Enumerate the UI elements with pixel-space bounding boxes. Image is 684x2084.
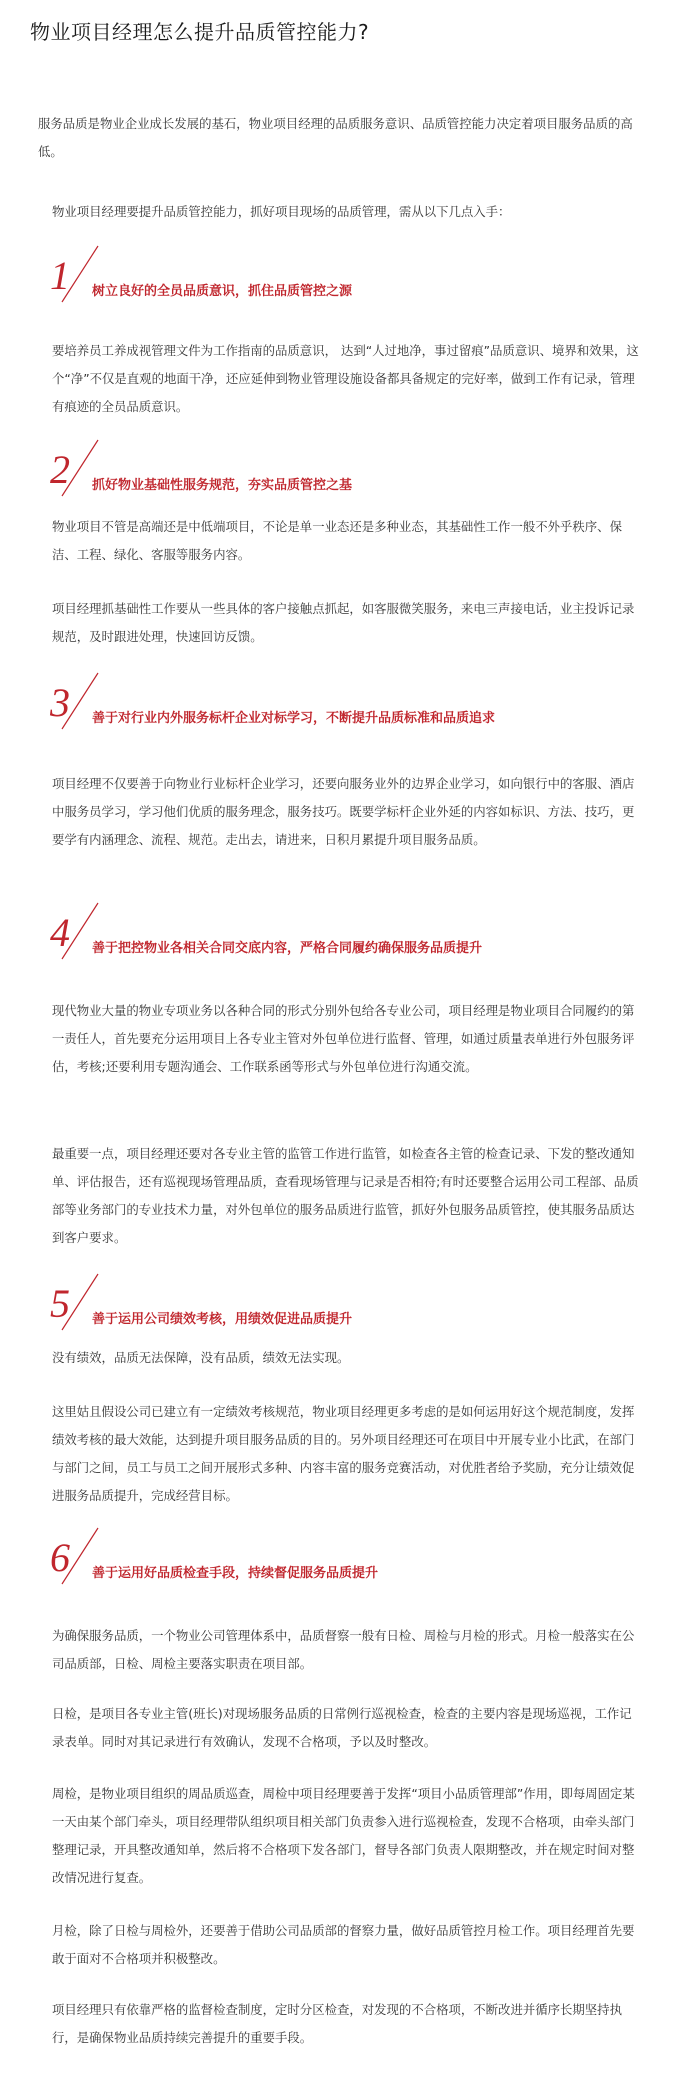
section-heading-2 xyxy=(50,447,652,506)
section-heading-text: 善于运用好品质检查手段，持续督促服务品质提升 xyxy=(92,1566,379,1581)
section-6-paragraph-5: 项目经理只有依靠严格的监督检查制度，定时分区检查，对发现的不合格项，不断改进并循序长期坚持执行，是确保物业品质持续完善提升的重要手段。 xyxy=(52,2002,622,2045)
article-title: 物业项目经理怎么提升品质管控能力? xyxy=(30,20,370,44)
section-heading-text: 抓好物业基础性服务规范，夯实品质管控之基 xyxy=(92,478,353,493)
section-number: 4 xyxy=(50,910,70,955)
section-5-paragraph-2: 这里姑且假设公司已建立有一定绩效考核规范，物业项目经理更多考虑的是如何运用好这个规范制度，发挥绩效考核的最大效能，达到提升项目服务品质的目的。另外项目经理还可在项目中开展专业小比武，在部门与部门之间，员工与员工之间开展形式多种、内容丰富的服务竞赛活动，对优胜者给予奖励，充分让绩效促进服务品质提升，完成经营目标。 xyxy=(52,1404,635,1503)
section-number: 3 xyxy=(50,680,70,725)
section-3-paragraph-1: 项目经理不仅要善于向物业行业标杆企业学习，还要向服务业外的边界企业学习，如向银行中的客服、酒店中服务员学习，学习他们优质的服务理念，服务技巧。既要学标杆企业外延的内容如标识、方法、技巧，更要学有内涵理念、流程、规范。走出去，请进来，日积月累提升项目服务品质。 xyxy=(52,776,635,847)
section-heading-5 xyxy=(50,1281,652,1340)
section-5-paragraph-1: 没有绩效，品质无法保障，没有品质，绩效无法实现。 xyxy=(52,1350,350,1365)
section-heading-1 xyxy=(50,253,652,312)
section-6-paragraph-2: 日检，是项目各专业主管(班长)对现场服务品质的日常例行巡视检查，检查的主要内容是现场巡视，工作记录表单。同时对其记录进行有效确认，发现不合格项，予以及时整改。 xyxy=(52,1706,632,1749)
section-heading-text: 善于运用公司绩效考核，用绩效促进品质提升 xyxy=(92,1312,353,1327)
section-2-paragraph-2: 项目经理抓基础性工作要从一些具体的客户接触点抓起，如客服微笑服务，来电三声接电话，业主投诉记录规范，及时跟进处理，快速回访反馈。 xyxy=(52,601,635,644)
section-number: 2 xyxy=(50,447,70,492)
section-heading-text: 善于对行业内外服务标杆企业对标学习，不断提升品质标准和品质追求 xyxy=(92,711,496,726)
section-number: 6 xyxy=(50,1535,70,1580)
section-6-paragraph-1: 为确保服务品质，一个物业公司管理体系中，品质督察一般有日检、周检与月检的形式。月检一般落实在公司品质部，日检、周检主要落实职责在项目部。 xyxy=(52,1628,635,1671)
section-4-paragraph-2: 最重要一点，项目经理还要对各专业主管的监管工作进行监管，如检查各主管的检查记录、下发的整改通知单、评估报告，还有巡视现场管理品质，查看现场管理与记录是否相符;有时还要整合运用公司工程部、品质部等业务部门的专业技术力量，对外包单位的服务品质进行监管，抓好外包服务品质管控，使其服务品质达到客户要求。 xyxy=(52,1146,639,1245)
intro-paragraph-1: 服务品质是物业企业成长发展的基石，物业项目经理的品质服务意识、品质管控能力决定着项目服务品质的高低。 xyxy=(38,116,633,159)
section-heading-3 xyxy=(50,680,652,739)
section-heading-text: 善于把控物业各相关合同交底内容，严格合同履约确保服务品质提升 xyxy=(92,941,483,956)
section-heading-text: 树立良好的全员品质意识，抓住品质管控之源 xyxy=(92,284,353,299)
section-4-paragraph-1: 现代物业大量的物业专项业务以各种合同的形式分别外包给各专业公司，项目经理是物业项目合同履约的第一责任人，首先要充分运用项目上各专业主管对外包单位进行监督、管理，如通过质量表单进行外包服务评估，考核;还要利用专题沟通会、工作联系函等形式与外包单位进行沟通交流。 xyxy=(52,1003,635,1074)
section-2-paragraph-1: 物业项目不管是高端还是中低端项目，不论是单一业态还是多种业态，其基础性工作一般不外乎秩序、保洁、工程、绿化、客服等服务内容。 xyxy=(52,519,622,562)
section-heading-6 xyxy=(50,1535,652,1594)
section-heading-4 xyxy=(50,910,652,969)
section-number: 1 xyxy=(50,253,70,298)
section-6-paragraph-3: 周检，是物业项目组织的周品质巡查，周检中项目经理要善于发挥“项目小品质管理部”作用，即每周固定某一天由某个部门牵头，项目经理带队组织项目相关部门负责参入进行巡视检查，发现不合格项，由牵头部门整理记录，开具整改通知单，然后将不合格项下发各部门，督导各部门负责人限期整改，并在规定时间对整改情况进行复查。 xyxy=(52,1786,635,1885)
intro-paragraph-2: 物业项目经理要提升品质管控能力，抓好项目现场的品质管理，需从以下几点入手： xyxy=(52,204,511,219)
section-6-paragraph-4: 月检，除了日检与周检外，还要善于借助公司品质部的督察力量，做好品质管控月检工作。项目经理首先要敢于面对不合格项并积极整改。 xyxy=(52,1923,635,1966)
section-1-paragraph-1: 要培养员工养成视管理文件为工作指南的品质意识， 达到“人过地净，事过留痕”品质意识、境界和效果，这个“净”不仅是直观的地面干净，还应延伸到物业管理设施设备都具备规定的完好率，做到工作有记录，管理有痕迹的全员品质意识。 xyxy=(52,343,639,414)
section-number: 5 xyxy=(50,1281,70,1326)
